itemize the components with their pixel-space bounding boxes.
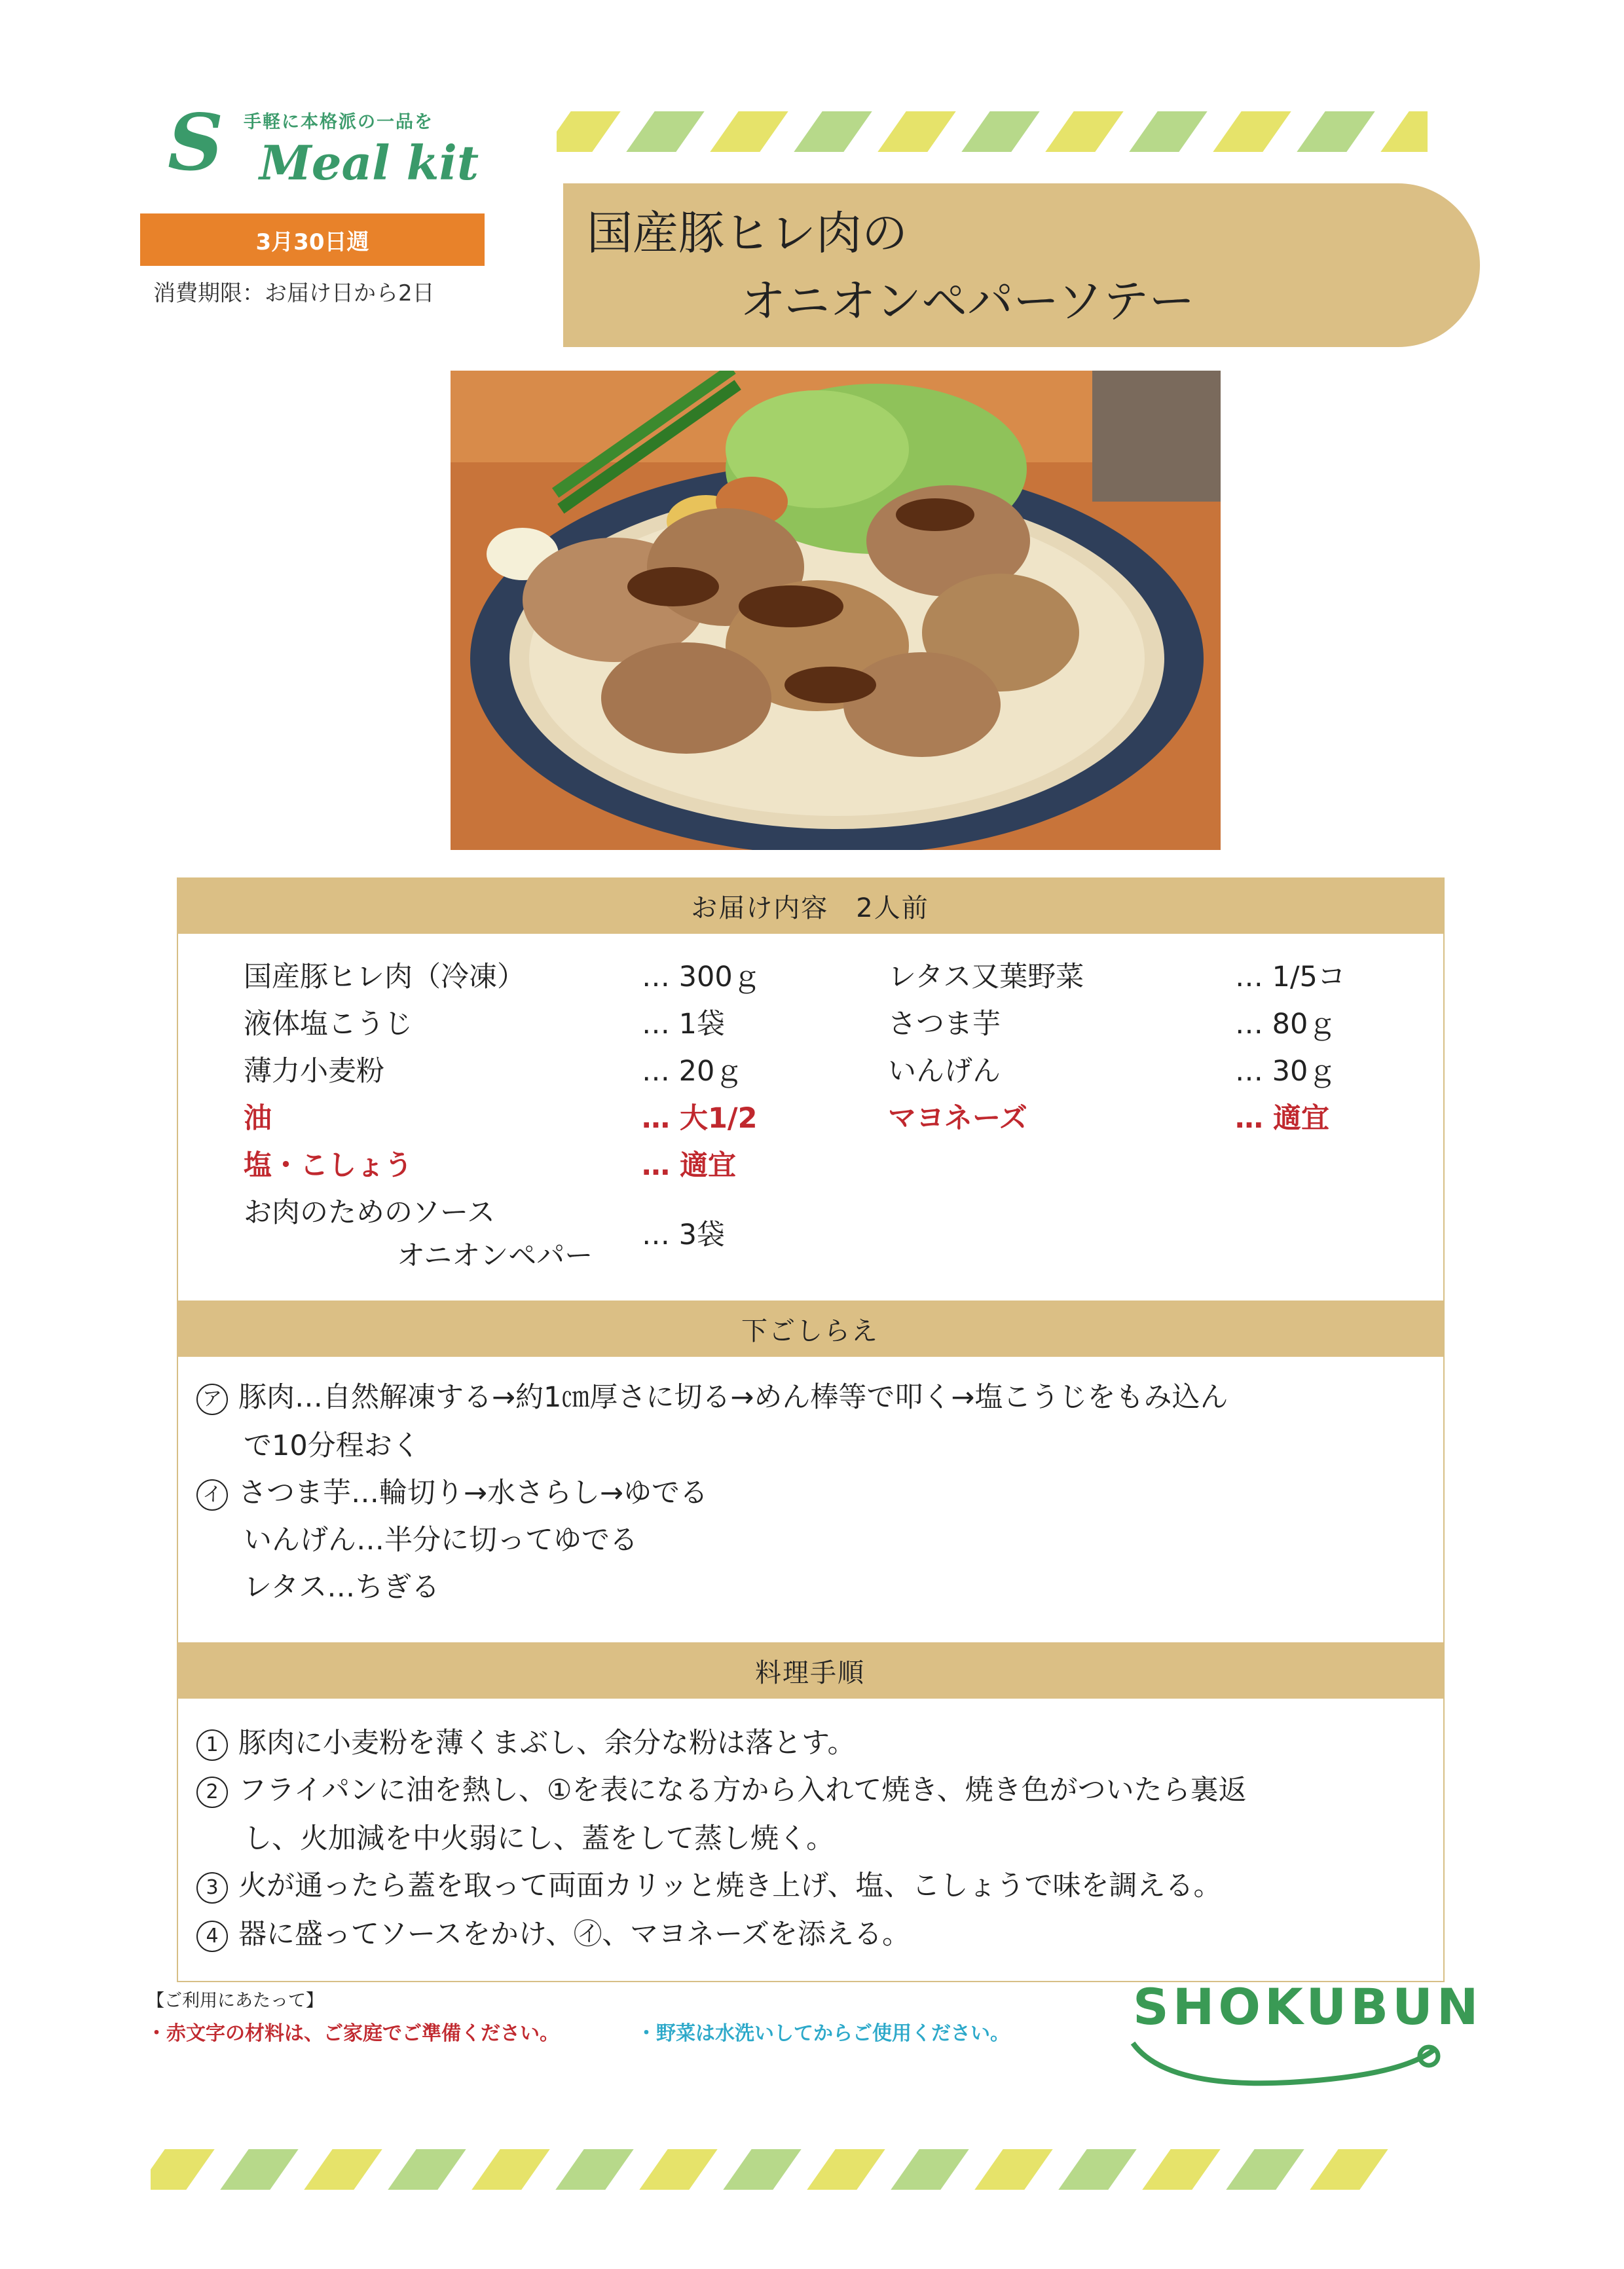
cook-step-1: [196, 1721, 856, 1761]
cook-step-text: 器に盛ってソースをかけ、㋑、マヨネーズを添える。: [238, 1918, 910, 1951]
ingredient-qty: … 1/5コ: [1235, 961, 1346, 993]
circled-2-icon: 2: [196, 1777, 228, 1808]
cook-step-4: [196, 1912, 910, 1952]
ingredient-qty: … 1袋: [642, 1008, 726, 1041]
ingredient-qty-home: … 適宜: [642, 1149, 736, 1182]
ingredient-name: いんげん: [888, 1055, 1001, 1088]
prep-step-text: いんげん…半分に切ってゆでる: [244, 1524, 638, 1557]
expiry-text: 消費期限：お届け日から2日: [153, 280, 435, 306]
recipe-title-line2: オニオンペパーソテー: [740, 274, 1195, 328]
steps-header: 料理手順: [177, 1642, 1443, 1699]
prep-step-text: 豚肉…自然解凍する→約1㎝厚さに切る→めん棒等で叩く→塩こうじをもみ込ん: [238, 1381, 1228, 1414]
prep-step-i: [196, 1471, 708, 1511]
prep-step-text: さつま芋…輪切り→水さらし→ゆでる: [238, 1477, 709, 1509]
recipe-title-line1: 国産豚ヒレ肉の: [587, 206, 908, 260]
ingredient-name: 液体塩こうじ: [244, 1008, 413, 1041]
logo-s-letter: S: [168, 97, 224, 188]
week-badge: 3月30日週: [140, 213, 485, 266]
cook-step-text: 火が通ったら蓋を取って両面カリッと焼き上げ、塩、こしょうで味を調える。: [238, 1870, 1222, 1902]
brand-swoosh-icon: [1126, 2037, 1447, 2095]
ingredient-qty: … 80ｇ: [1235, 1008, 1337, 1041]
wash-vegetables-note: ・野菜は水洗いしてからご使用ください。: [637, 2022, 1010, 2045]
ingredient-qty: … 300ｇ: [642, 961, 761, 993]
contents-header: お届け内容 2人前: [177, 877, 1443, 934]
prep-step-text: レタス…ちぎる: [244, 1571, 440, 1604]
circled-a-icon: ア: [196, 1384, 228, 1415]
ingredient-name-home: 塩・こしょう: [244, 1149, 413, 1182]
ingredient-qty: … 3袋: [642, 1219, 726, 1251]
ingredient-name: お肉のためのソース: [244, 1196, 495, 1229]
circled-4-icon: 4: [196, 1921, 228, 1952]
ingredient-qty-home: … 大1/2: [642, 1102, 758, 1135]
usage-notes-heading: 【ご利用にあたって】: [147, 1991, 323, 2011]
bottom-stripe-band: [151, 2149, 1408, 2190]
ingredient-name: 薄力小麦粉: [244, 1055, 384, 1088]
cook-step-text: フライパンに油を熱し、①を表になる方から入れて焼き、焼き色がついたら裏返: [238, 1774, 1247, 1807]
logo-meal-kit: Meal kit: [259, 135, 479, 191]
ingredient-name: さつま芋: [888, 1008, 1001, 1041]
prep-step-a: [196, 1375, 1228, 1415]
brand-logo: SHOKUBUN: [1133, 1978, 1483, 2036]
prep-step-text: で10分程おく: [244, 1430, 420, 1462]
red-text-note: ・赤文字の材料は、ご家庭でご準備ください。: [147, 2022, 559, 2045]
top-stripe-band: [557, 111, 1428, 152]
logo-tagline: 手軽に本格派の一品を: [244, 112, 434, 132]
circled-3-icon: 3: [196, 1872, 228, 1904]
ingredient-name-home: マヨネーズ: [888, 1102, 1027, 1135]
sauce-subline: オニオンペパー: [397, 1240, 593, 1272]
ingredient-name: 国産豚ヒレ肉（冷凍）: [244, 961, 525, 993]
ingredient-name-home: 油: [244, 1102, 272, 1135]
cook-step-text: し、火加減を中火弱にし、蓋をして蒸し焼く。: [244, 1822, 835, 1855]
cook-step-3: [196, 1864, 1222, 1904]
cook-step-2: [196, 1768, 1247, 1808]
circled-i-icon: イ: [196, 1479, 228, 1511]
ingredient-qty-home: … 適宜: [1235, 1102, 1329, 1135]
ingredient-name: レタス又葉野菜: [888, 961, 1084, 993]
ingredient-qty: … 20ｇ: [642, 1055, 743, 1088]
cook-step-text: 豚肉に小麦粉を薄くまぶし、余分な粉は落とす。: [238, 1727, 856, 1760]
prep-header: 下ごしらえ: [177, 1301, 1443, 1357]
circled-1-icon: 1: [196, 1729, 228, 1761]
dish-photo: [451, 371, 1221, 850]
ingredient-qty: … 30ｇ: [1235, 1055, 1337, 1088]
